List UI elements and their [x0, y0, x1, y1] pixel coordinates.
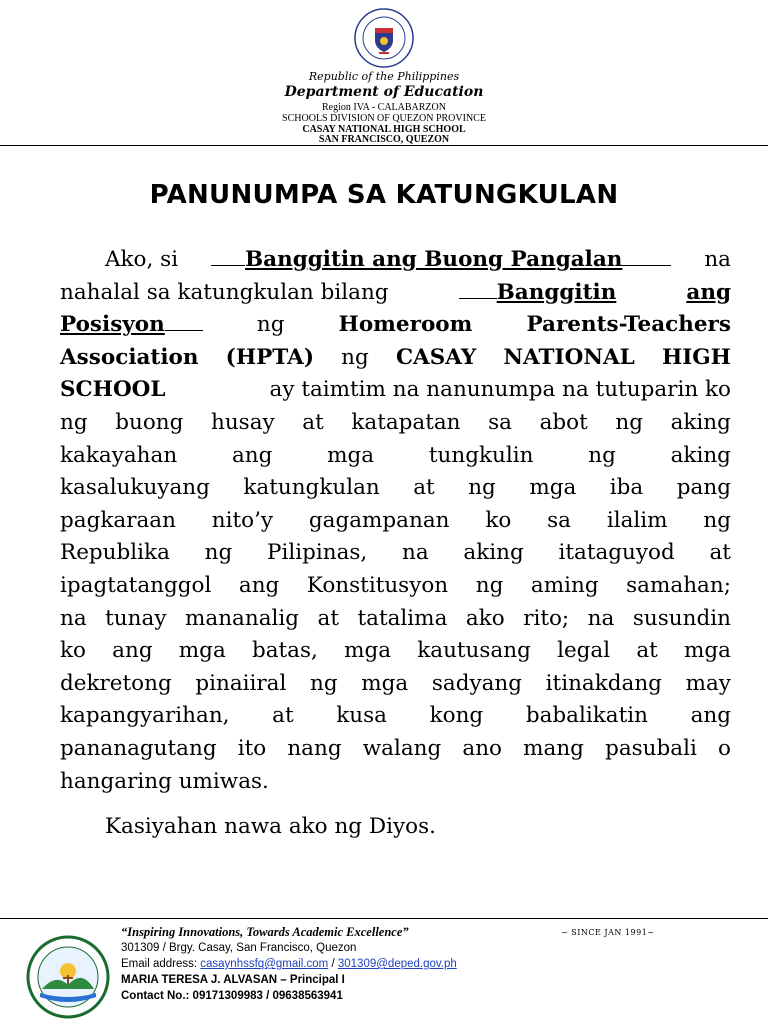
oath-word: ko: [60, 638, 86, 664]
oath-word: pang: [676, 475, 731, 501]
oath-word: kautusang: [417, 638, 531, 664]
oath-word: ng: [204, 540, 233, 566]
oath-word: ng: [615, 409, 643, 435]
oath-line: [60, 635, 731, 668]
oath-word: ng: [475, 572, 504, 598]
oath-word: at: [302, 409, 324, 435]
name-placeholder: Banggitin ang Buong Pangalan: [245, 247, 623, 272]
oath-word: ito: [237, 735, 267, 761]
header-divider: [0, 145, 768, 146]
contact-numbers: Contact No.: 09171309983 / 09638563941: [121, 990, 343, 1002]
oath-word: mga: [683, 638, 731, 664]
oath-paragraph: [60, 244, 731, 798]
school-slogan: “Inspiring Innovations, Towards Academic Excellence”: [121, 925, 409, 939]
department-name: Department of Education: [284, 84, 484, 100]
oath-word: itinakdang: [545, 670, 662, 696]
position-placeholder-3: Posisyon: [60, 312, 165, 338]
oath-word: sa: [547, 507, 571, 533]
oath-word: ang: [231, 442, 273, 468]
oath-word: Konstitusyon: [306, 572, 449, 598]
oath-word: mga: [361, 670, 409, 696]
oath-word: husay: [210, 409, 275, 435]
name-blank-right: [622, 245, 671, 266]
position-placeholder-2: ang: [686, 279, 731, 305]
oath-line: [60, 668, 731, 701]
oath-word: at: [272, 703, 294, 729]
oath-word: kasalukuyang: [60, 475, 210, 501]
oath-word: ng: [310, 670, 338, 696]
oath-word: ipagtatanggol: [60, 572, 212, 598]
oath-word: at: [709, 540, 731, 566]
oath-line: Ako, si Banggitin ang Buong Pangalan na: [105, 247, 731, 272]
oath-word: legal: [557, 638, 611, 664]
oath-word: mga: [327, 442, 375, 468]
oath-word: buong: [115, 409, 184, 435]
oath-line-last: hangaring umiwas.: [60, 768, 269, 794]
oath-word: o: [717, 735, 731, 761]
oath-word: itataguyod: [558, 540, 675, 566]
oath-word: ng: [703, 507, 731, 533]
oath-word: aking: [670, 442, 731, 468]
oath-word: ang: [238, 572, 280, 598]
oath-word: sa: [488, 409, 512, 435]
oath-word: ilalim: [606, 507, 668, 533]
oath-word: Republika: [60, 540, 170, 566]
oath-word: babalikatin: [525, 703, 648, 729]
oath-word: ko: [485, 507, 512, 533]
oath-line: [60, 505, 731, 538]
oath-word: na: [587, 605, 615, 631]
oath-word: abot: [539, 409, 588, 435]
oath-line: Association (HPTA) ng CASAY NATIONAL HIGH: [60, 344, 731, 370]
region-line: Region IVA - CALABARZON: [322, 102, 446, 113]
oath-line: [60, 472, 731, 505]
oath-word: ang: [690, 703, 731, 729]
school-name: CASAY NATIONAL HIGH SCHOOL: [302, 124, 466, 135]
oath-word: nito’y: [211, 507, 274, 533]
name-blank-left: [211, 245, 245, 266]
oath-line: [60, 603, 731, 636]
oath-word: pinaiiral: [195, 670, 287, 696]
oath-word: walang: [362, 735, 442, 761]
position-blank-right: [165, 310, 203, 331]
principal-name: MARIA TERESA J. ALVASAN – Principal I: [121, 974, 345, 986]
oath-word: ang: [112, 638, 153, 664]
email-line: [121, 958, 457, 970]
oath-line: nahalal sa katungkulan bilang Banggitin ang: [60, 277, 731, 310]
oath-word: tungkulin: [428, 442, 534, 468]
oath-word: gagampanan: [308, 507, 450, 533]
oath-word: aming: [530, 572, 599, 598]
republic-line: Republic of the Philippines: [308, 70, 460, 83]
email-separator: /: [331, 958, 335, 970]
oath-word: kusa: [336, 703, 387, 729]
oath-word: mga: [178, 638, 226, 664]
oath-word: ng: [468, 475, 496, 501]
letterhead: [0, 0, 768, 146]
oath-word: mga: [344, 638, 392, 664]
oath-word: ng: [588, 442, 616, 468]
oath-word: na: [60, 605, 87, 631]
oath-word: mga: [529, 475, 577, 501]
oath-word: iba: [609, 475, 644, 501]
oath-word: rito;: [523, 605, 570, 631]
school-logo-icon: [26, 935, 110, 1019]
oath-word: katapatan: [351, 409, 461, 435]
oath-word: pananagutang: [60, 735, 217, 761]
oath-word: may: [685, 670, 731, 696]
oath-word: pagkaraan: [60, 507, 176, 533]
oath-word: aking: [670, 409, 731, 435]
oath-word: sadyang: [431, 670, 523, 696]
oath-word: kapangyarihan,: [60, 703, 230, 729]
closing-line: Kasiyahan nawa ako ng Diyos.: [105, 814, 436, 839]
oath-word: na: [402, 540, 429, 566]
oath-word: nang: [287, 735, 342, 761]
since-text: ~ SINCE JAN 1991~: [561, 928, 655, 937]
footer-divider: [0, 918, 768, 919]
email-link-1[interactable]: casaynhssfq@gmail.com: [200, 958, 329, 970]
oath-word: tatalima: [357, 605, 448, 631]
oath-word: at: [317, 605, 340, 631]
oath-line: SCHOOL ay taimtim na nanunumpa na tutuparin ko: [60, 377, 731, 403]
oath-line: [60, 570, 731, 603]
oath-line: [60, 407, 731, 440]
oath-word: mananalig: [184, 605, 300, 631]
oath-word: susundin: [632, 605, 731, 631]
division-line: SCHOOLS DIVISION OF QUEZON PROVINCE: [282, 113, 486, 124]
oath-word: katungkulan: [243, 475, 380, 501]
oath-word: at: [636, 638, 658, 664]
school-address: 301309 / Brgy. Casay, San Francisco, Quezon: [121, 942, 357, 954]
oath-word: Pilipinas,: [266, 540, 368, 566]
oath-line: [60, 733, 731, 766]
oath-word: ano: [462, 735, 502, 761]
oath-line: Posisyon ng Homeroom Parents-Teachers: [60, 312, 731, 338]
position-placeholder-1: Banggitin: [496, 279, 617, 305]
oath-word: ako: [465, 605, 505, 631]
oath-word: mang: [523, 735, 584, 761]
oath-line: [60, 700, 731, 733]
oath-word: kakayahan: [60, 442, 178, 468]
position-blank-left: [459, 278, 497, 299]
oath-word: pasubali: [605, 735, 697, 761]
school-location: SAN FRANCISCO, QUEZON: [318, 134, 450, 145]
oath-word: kong: [429, 703, 484, 729]
oath-line: [60, 537, 731, 570]
email-label: Email address:: [121, 958, 198, 970]
oath-word: aking: [463, 540, 524, 566]
oath-word: samahan;: [626, 572, 731, 598]
oath-word: dekretong: [60, 670, 172, 696]
oath-word: batas,: [251, 638, 318, 664]
email-link-2[interactable]: 301309@deped.gov.ph: [337, 958, 457, 970]
deped-seal-icon: [354, 8, 414, 68]
oath-word: ng: [60, 409, 88, 435]
document-title: PANUNUMPA SA KATUNGKULAN: [149, 180, 619, 210]
oath-word: at: [413, 475, 435, 501]
oath-word: tunay: [105, 605, 167, 631]
oath-line: [60, 440, 731, 473]
